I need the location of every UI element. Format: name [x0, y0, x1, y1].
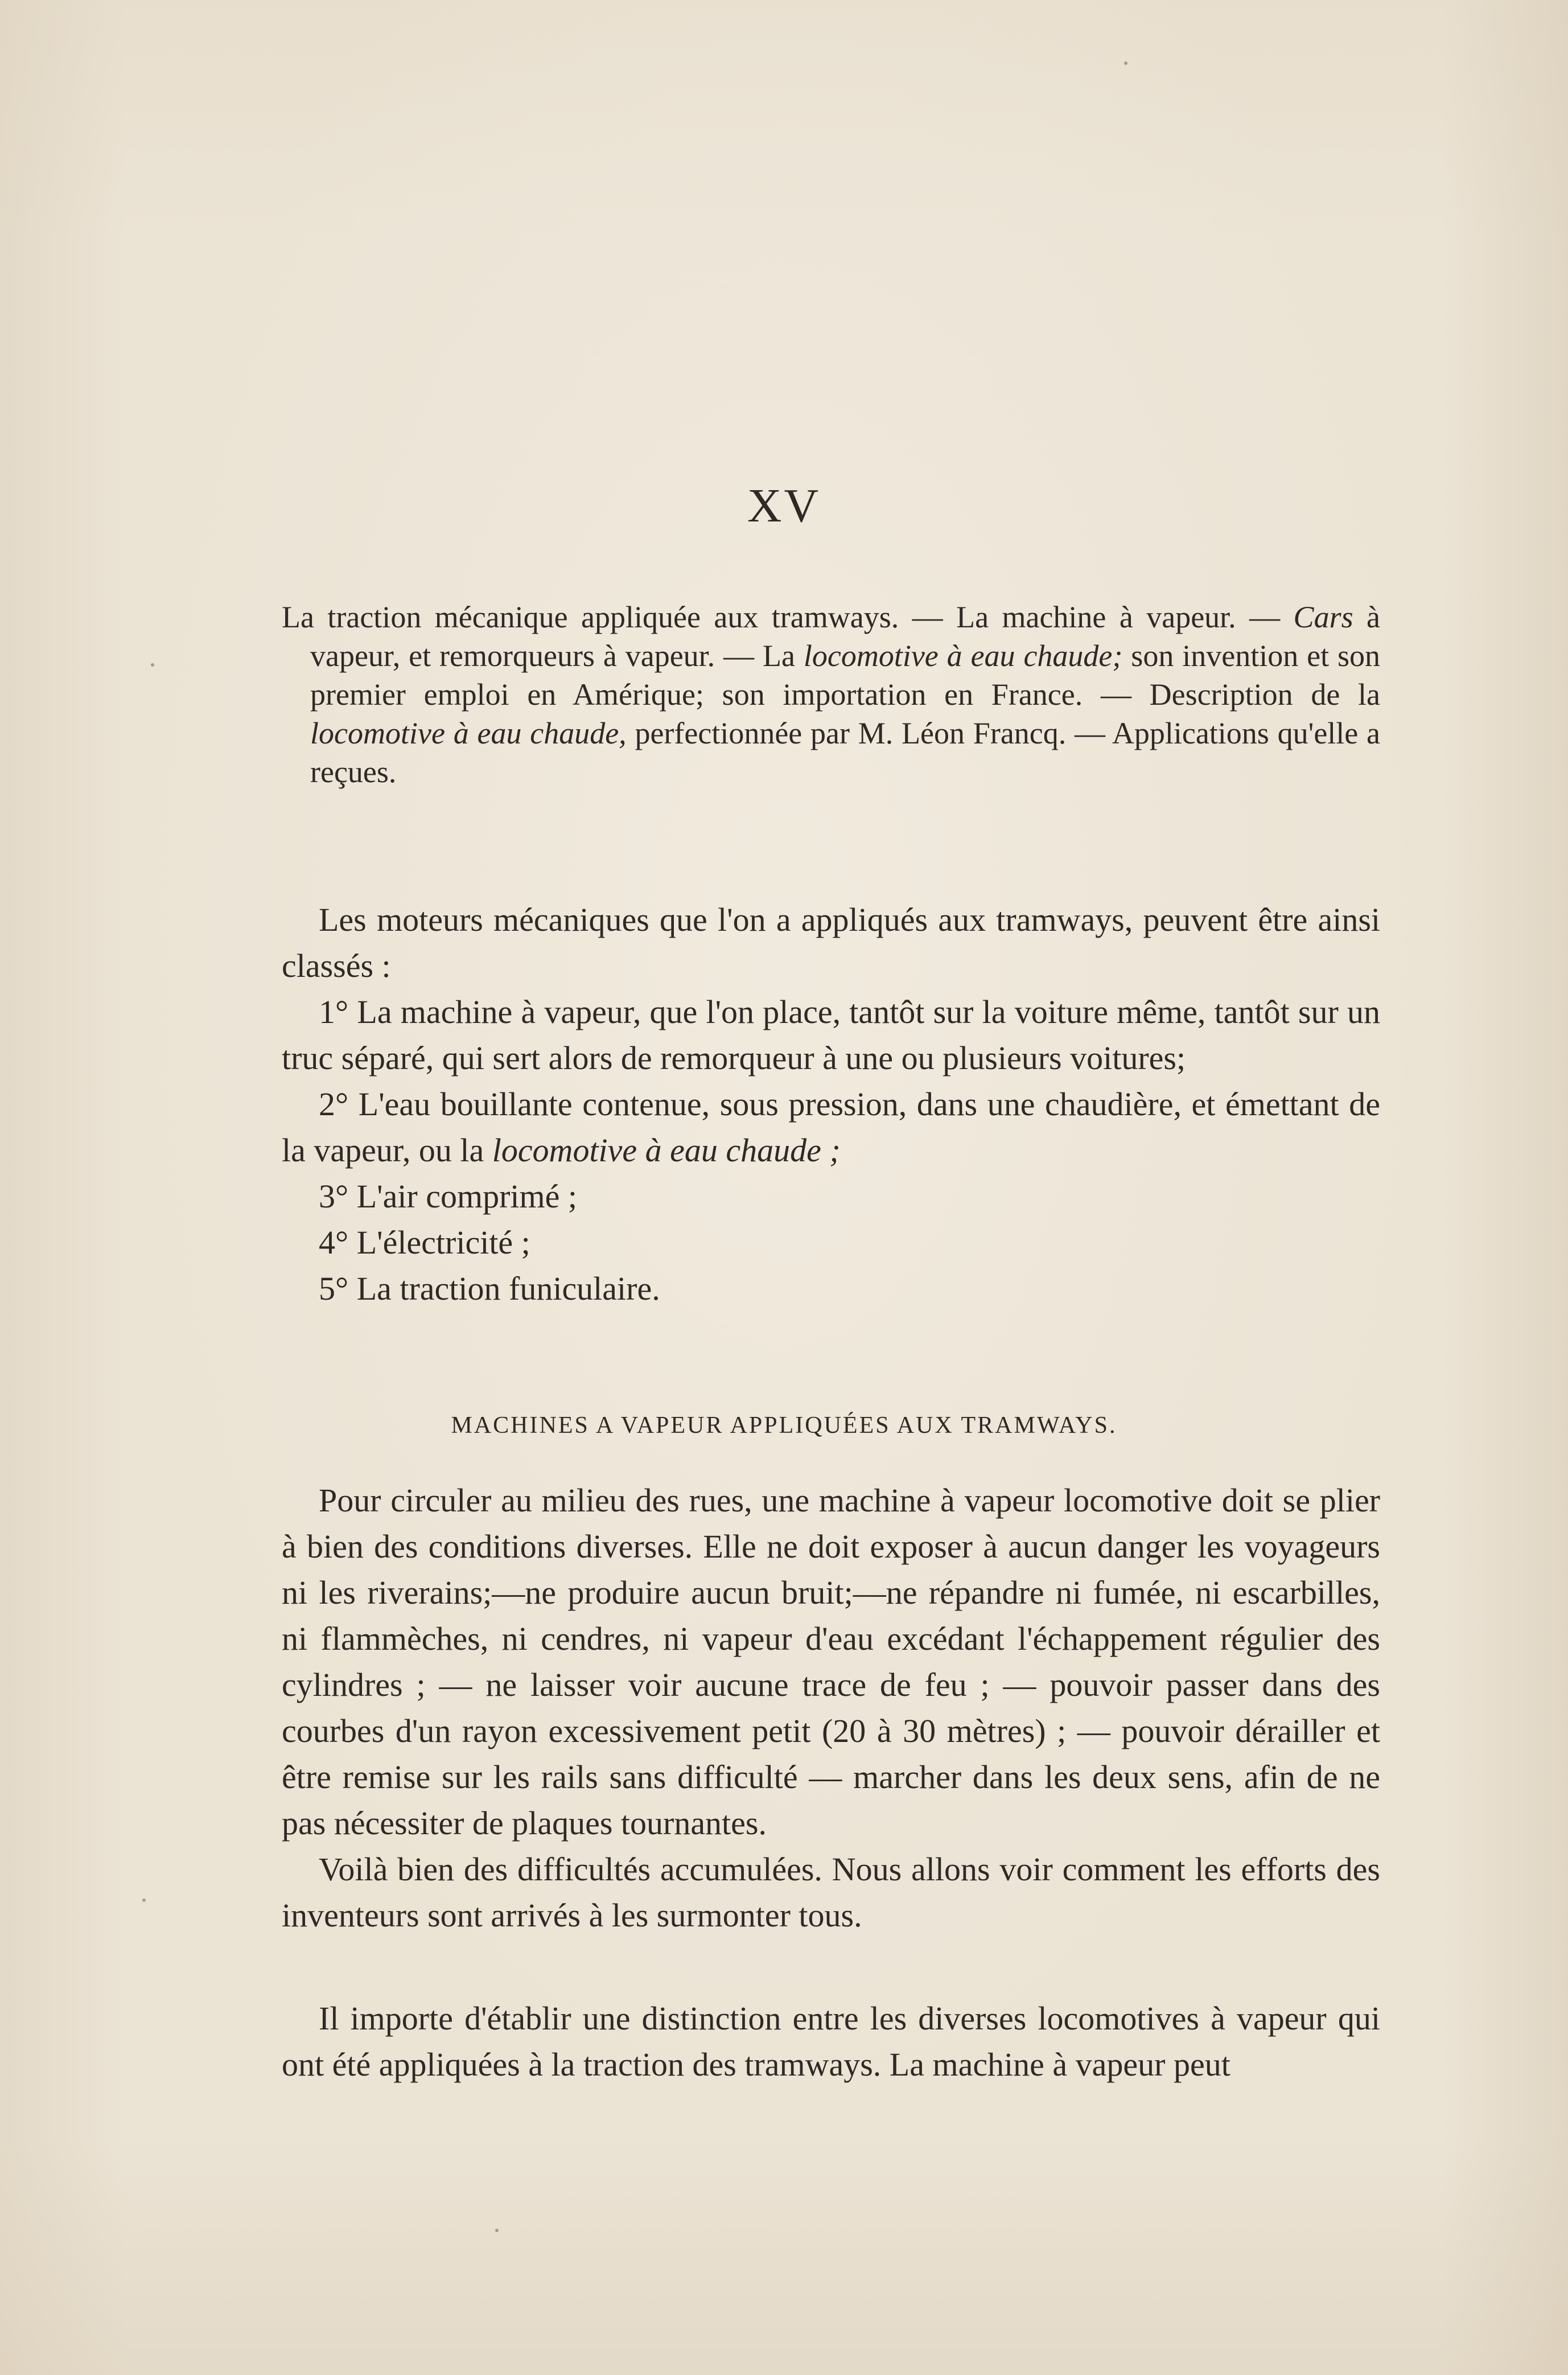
- summary-paragraph: [282, 598, 1380, 791]
- continued-text: [282, 1995, 1380, 2088]
- chapter-summary: [282, 598, 1380, 791]
- section-heading: MACHINES A VAPEUR APPLIQUÉES AUX TRAMWAYS.: [451, 1412, 1117, 1439]
- body-paragraph-2: Voilà bien des difficultés accumulées. Nous allons voir comment les efforts des inventeurs sont arrivés à les surmonter tous.: [282, 1851, 1380, 1934]
- paper-speck: [151, 663, 154, 667]
- list-item-2-text: 2° L'eau bouillante contenue, sous pression, dans une chaudière, et émettant de la vapeur, ou la: [282, 1086, 1380, 1169]
- list-item-3: 3° L'air comprimé ;: [319, 1178, 578, 1215]
- summary-text: à vapeur, et remorqueurs à vapeur. — La: [310, 600, 1380, 673]
- list-item-4: 4° L'électricité ;: [319, 1224, 530, 1261]
- summary-italic: Cars: [1293, 600, 1353, 634]
- summary-text: perfectionnée par M. Léon Francq. — Applications qu'elle a reçues.: [310, 716, 1381, 789]
- paper-speck: [495, 2229, 499, 2232]
- summary-text: La traction mécanique appliquée aux tramways. — La machine à vapeur. —: [282, 600, 1294, 634]
- main-text: [282, 1477, 1380, 1938]
- summary-italic: locomotive à eau chaude,: [310, 716, 627, 750]
- body-paragraph-1: Pour circuler au milieu des rues, une machine à vapeur locomotive doit se plier à bien des conditions diverses. Elle ne doit exposer à aucun danger les voyageurs ni les riverains;—ne produire aucun bruit;—ne répandre ni fumée, ni escarbilles, ni flammèches, ni cendres, ni vapeur d'eau excédant l'échappement régulier des cylindres ; — ne laisser voir aucune trace de feu ; — pouvoir passer dans des courbes d'un rayon excessivement petit (20 à 30 mètres) ; — pouvoir dérailler et être remise sur les rails sans difficulté — marcher dans les deux sens, afin de ne pas nécessiter de plaques tournantes.: [282, 1482, 1380, 1842]
- list-item-5: 5° La traction funiculaire.: [319, 1270, 660, 1307]
- list-item-2: [282, 1081, 1380, 1173]
- paper-speck: [1124, 61, 1127, 65]
- list-item-2-italic: locomotive à eau chaude ;: [492, 1132, 841, 1169]
- body-paragraph-3: Il importe d'établir une distinction entre les diverses locomotives à vapeur qui ont été appliquées à la traction des tramways. La machine à vapeur peut: [282, 2000, 1380, 2083]
- intro-lead: Les moteurs mécaniques que l'on a appliqués aux tramways, peuvent être ainsi classés :: [282, 901, 1380, 984]
- list-item-1: 1° La machine à vapeur, que l'on place, tantôt sur la voiture même, tantôt sur un truc séparé, qui sert alors de remorqueur à une ou plusieurs voitures;: [282, 993, 1380, 1076]
- intro-block: [282, 897, 1380, 1312]
- chapter-number: XV: [747, 479, 821, 532]
- paper-speck: [142, 1899, 146, 1902]
- summary-text: son invention et son premier emploi en Amérique; son importation en France. — Description de la: [310, 639, 1381, 712]
- summary-italic: locomotive à eau chaude;: [803, 639, 1123, 673]
